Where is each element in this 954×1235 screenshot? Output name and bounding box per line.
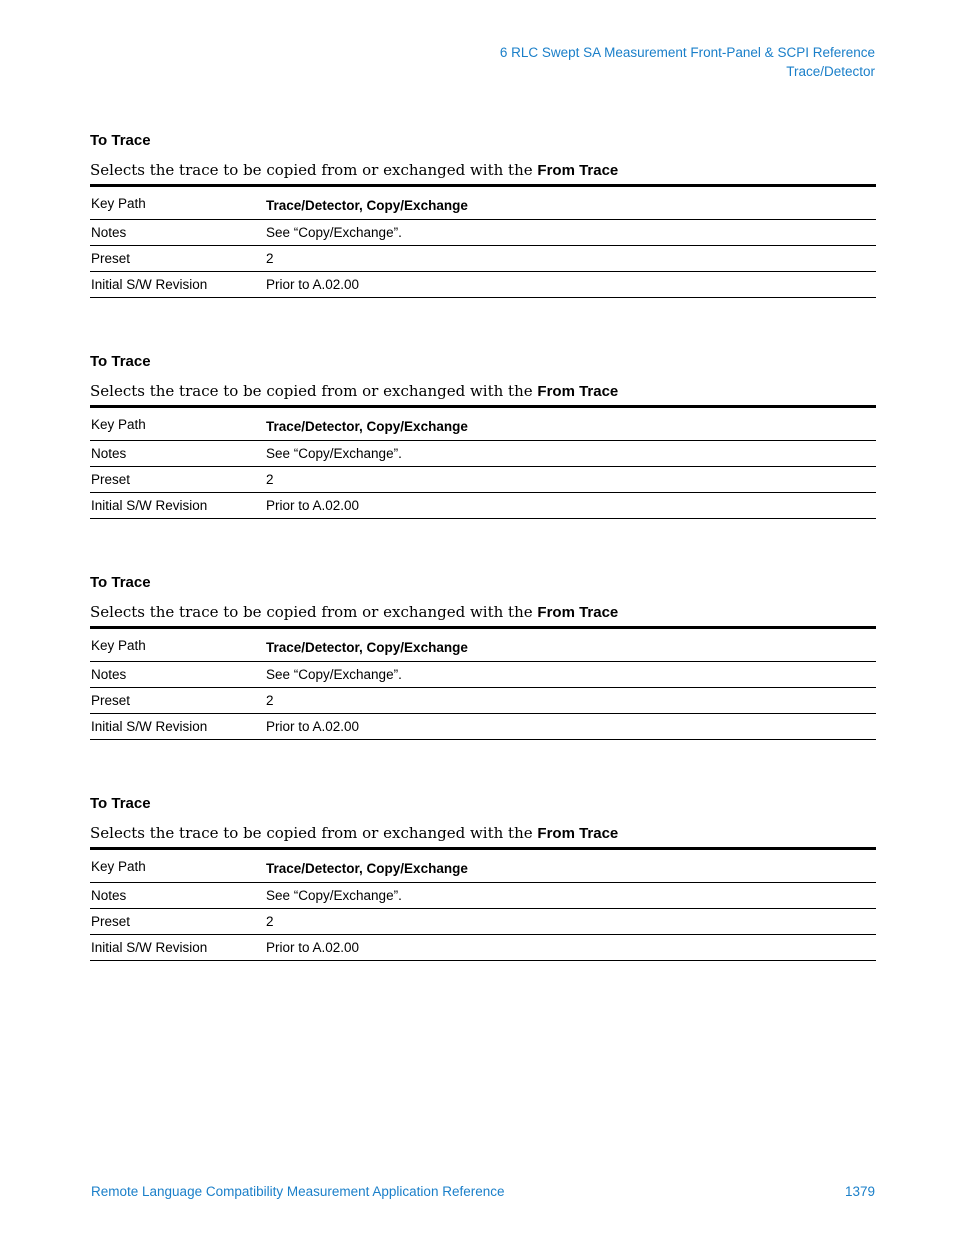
table-row (90, 714, 876, 740)
row-label: Preset (90, 688, 265, 714)
properties-table (90, 626, 876, 740)
row-value: Trace/Detector, Copy/Exchange (265, 186, 876, 220)
row-value: See “Copy/Exchange”. (265, 441, 876, 467)
section-heading: To Trace (90, 132, 151, 149)
properties-table (90, 405, 876, 519)
table-row (90, 662, 876, 688)
command-section (90, 572, 876, 740)
section-description (90, 152, 876, 184)
table-row (90, 186, 876, 220)
table-row (90, 407, 876, 441)
section-heading: To Trace (90, 574, 151, 591)
row-value: 2 (265, 246, 876, 272)
row-label: Initial S/W Revision (90, 714, 265, 740)
page-number: 1379 (844, 1184, 875, 1199)
row-label: Initial S/W Revision (90, 493, 265, 519)
table-row (90, 220, 876, 246)
table-row (90, 628, 876, 662)
row-value: Trace/Detector, Copy/Exchange (265, 849, 876, 883)
page-footer (91, 1182, 875, 1201)
section-description (90, 373, 876, 405)
description-text: Selects the trace to be copied from or exchanged with the (90, 824, 533, 842)
row-value: 2 (265, 688, 876, 714)
row-value: Prior to A.02.00 (265, 493, 876, 519)
row-label: Initial S/W Revision (90, 935, 265, 961)
description-key: From Trace (537, 604, 619, 621)
row-label: Key Path (90, 407, 265, 441)
row-value: 2 (265, 909, 876, 935)
table-row (90, 935, 876, 961)
row-label: Preset (90, 467, 265, 493)
section-description (90, 815, 876, 847)
row-label: Notes (90, 883, 265, 909)
properties-table (90, 847, 876, 961)
row-label: Preset (90, 246, 265, 272)
row-value: Prior to A.02.00 (265, 714, 876, 740)
table-row (90, 883, 876, 909)
table-row (90, 849, 876, 883)
row-value: Trace/Detector, Copy/Exchange (265, 407, 876, 441)
table-row (90, 909, 876, 935)
row-value: Prior to A.02.00 (265, 272, 876, 298)
row-label: Key Path (90, 186, 265, 220)
row-label: Preset (90, 909, 265, 935)
row-label: Key Path (90, 628, 265, 662)
command-section (90, 793, 876, 961)
section-heading: To Trace (90, 795, 151, 812)
row-label: Notes (90, 220, 265, 246)
row-label: Initial S/W Revision (90, 272, 265, 298)
description-text: Selects the trace to be copied from or exchanged with the (90, 603, 533, 621)
section-title: Trace/Detector (786, 64, 875, 79)
table-row (90, 467, 876, 493)
properties-table (90, 184, 876, 298)
table-row (90, 493, 876, 519)
row-label: Key Path (90, 849, 265, 883)
command-section (90, 130, 876, 298)
row-label: Notes (90, 662, 265, 688)
section-heading: To Trace (90, 353, 151, 370)
description-key: From Trace (537, 383, 619, 400)
row-value: See “Copy/Exchange”. (265, 662, 876, 688)
row-value: Trace/Detector, Copy/Exchange (265, 628, 876, 662)
description-text: Selects the trace to be copied from or exchanged with the (90, 382, 533, 400)
table-row (90, 441, 876, 467)
row-value: See “Copy/Exchange”. (265, 883, 876, 909)
row-value: 2 (265, 467, 876, 493)
document-title: Remote Language Compatibility Measurement Application Reference (91, 1184, 505, 1199)
section-description (90, 594, 876, 626)
row-value: See “Copy/Exchange”. (265, 220, 876, 246)
running-header (500, 43, 875, 81)
row-value: Prior to A.02.00 (265, 935, 876, 961)
table-row (90, 246, 876, 272)
description-text: Selects the trace to be copied from or exchanged with the (90, 161, 533, 179)
chapter-title: 6 RLC Swept SA Measurement Front-Panel & SCPI Reference (499, 45, 875, 60)
table-row (90, 272, 876, 298)
description-key: From Trace (537, 825, 619, 842)
description-key: From Trace (537, 162, 619, 179)
table-row (90, 688, 876, 714)
row-label: Notes (90, 441, 265, 467)
command-section (90, 351, 876, 519)
